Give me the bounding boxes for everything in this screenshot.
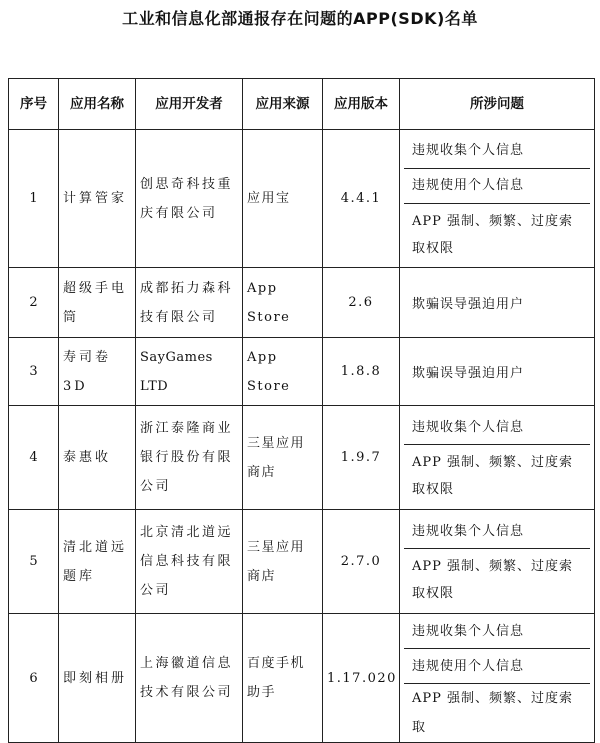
row-issues <box>400 510 595 614</box>
row-source: 三星应用商店 <box>243 406 323 510</box>
row-developer: 上海徽道信息技术有限公司 <box>136 614 243 743</box>
row-developer: 浙江泰隆商业银行股份有限公司 <box>136 406 243 510</box>
row-app-name: 超级手电筒 <box>59 268 136 338</box>
issue-item: 违规收集个人信息 <box>404 514 590 549</box>
row-issues <box>400 268 595 338</box>
row-num: 4 <box>9 406 59 510</box>
issue-item: APP 强制、频繁、过度索取权限 <box>412 455 574 497</box>
issue-item: 违规使用个人信息 <box>404 169 590 204</box>
row-developer: 成都拓力森科技有限公司 <box>136 268 243 338</box>
row-num: 1 <box>9 130 59 268</box>
table-header-row <box>9 79 595 130</box>
issue-item: 违规使用个人信息 <box>404 649 590 684</box>
row-source: 三星应用商店 <box>243 510 323 614</box>
header-version: 应用版本 <box>323 79 400 130</box>
table-row <box>9 130 595 268</box>
table-row <box>9 268 595 338</box>
row-num: 6 <box>9 614 59 743</box>
issue-item: 欺骗误导强迫用户 <box>412 297 525 312</box>
header-source: 应用来源 <box>243 79 323 130</box>
row-app-name: 计算管家 <box>59 130 136 268</box>
row-num: 3 <box>9 338 59 406</box>
header-developer: 应用开发者 <box>136 79 243 130</box>
header-name: 应用名称 <box>59 79 136 130</box>
row-source: App Store <box>243 338 323 406</box>
issue-item: 欺骗误导强迫用户 <box>412 366 525 381</box>
issue-item: 违规收集个人信息 <box>404 614 590 649</box>
issue-item: APP 强制、频繁、过度索取权限 <box>412 213 574 256</box>
page-title: 工业和信息化部通报存在问题的APP(SDK)名单 <box>122 9 478 28</box>
issue-item: 违规收集个人信息 <box>404 134 590 169</box>
row-source: 应用宝 <box>243 130 323 268</box>
row-developer: 北京清北道远信息科技有限公司 <box>136 510 243 614</box>
row-source: App Store <box>243 268 323 338</box>
row-issues <box>400 130 595 268</box>
table-row <box>9 406 595 510</box>
row-developer: 创思奇科技重庆有限公司 <box>136 130 243 268</box>
row-version: 2.6 <box>323 268 400 338</box>
row-app-name: 泰惠收 <box>59 406 136 510</box>
table-row <box>9 614 595 743</box>
row-issues <box>400 614 595 743</box>
header-issues: 所涉问题 <box>400 79 595 130</box>
row-app-name: 寿司卷3D <box>59 338 136 406</box>
row-version: 2.7.0 <box>323 510 400 614</box>
issue-item: 违规收集个人信息 <box>404 410 590 445</box>
row-developer: SayGames LTD <box>136 338 243 406</box>
issue-item: APP 强制、频繁、过度索取 <box>412 691 574 735</box>
row-app-name: 清北道远题库 <box>59 510 136 614</box>
row-issues <box>400 406 595 510</box>
app-list-table <box>8 78 595 743</box>
row-version: 1.9.7 <box>323 406 400 510</box>
row-version: 4.4.1 <box>323 130 400 268</box>
issue-item: APP 强制、频繁、过度索取权限 <box>412 559 574 601</box>
row-num: 5 <box>9 510 59 614</box>
row-app-name: 即刻相册 <box>59 614 136 743</box>
row-source: 百度手机助手 <box>243 614 323 743</box>
table-row <box>9 338 595 406</box>
row-version: 1.8.8 <box>323 338 400 406</box>
header-num: 序号 <box>9 79 59 130</box>
row-num: 2 <box>9 268 59 338</box>
row-issues <box>400 338 595 406</box>
row-version: 1.17.020 <box>323 614 400 743</box>
table-row <box>9 510 595 614</box>
